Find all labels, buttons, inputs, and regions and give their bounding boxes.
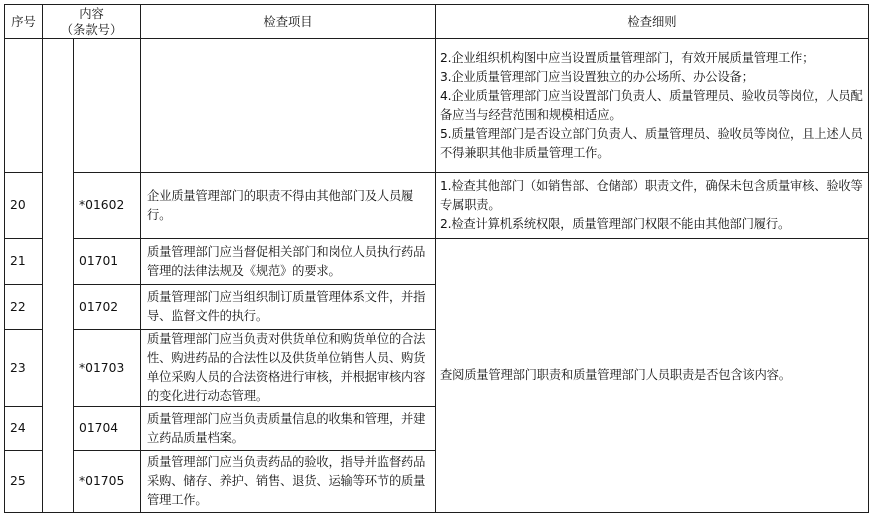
clause-code: *01602 (74, 173, 141, 239)
detail-line: 3.企业质量管理部门应当设置独立的办公场所、办公设备； (440, 69, 754, 84)
header-content (43, 5, 141, 39)
table-row (5, 239, 869, 285)
detail-line: 1.检查其他部门（如销售部、仓储部）职责文件，确保未包含质量审核、验收等专属职责。 (440, 179, 863, 212)
clause-code: *01705 (74, 451, 141, 513)
row-index: 20 (5, 173, 43, 239)
detail-line: 5.质量管理部门是否设立部门负责人、质量管理员、验收员等岗位，且上述人员不得兼职其他非质量管理工作。 (440, 126, 863, 160)
check-item: 质量管理部门应当负责对供货单位和购货单位的合法性、购进药品的合法性以及供货单位销售人员、购货单位采购人员的合法资格进行审核，并根据审核内容的变化进行动态管理。 (141, 330, 436, 407)
header-item: 检查项目 (141, 5, 436, 39)
item-cell-empty (141, 39, 436, 173)
index-cell-empty (5, 39, 43, 173)
check-item: 质量管理部门应当督促相关部门和岗位人员执行药品管理的法律法规及《规范》的要求。 (141, 239, 436, 285)
row-index: 25 (5, 451, 43, 513)
detail-line: 2.企业组织机构图中应当设置质量管理部门，有效开展质量管理工作； (440, 50, 815, 65)
header-content-label: 内容 (79, 6, 104, 21)
detail-cell (436, 39, 869, 173)
header-index: 序号 (5, 5, 43, 39)
check-item: 质量管理部门应当负责质量信息的收集和管理，并建立药品质量档案。 (141, 407, 436, 451)
inspection-table-page (4, 4, 868, 513)
header-clause-label: （条款号） (60, 22, 123, 37)
row-index: 21 (5, 239, 43, 285)
detail-cell (436, 173, 869, 239)
table-row (5, 39, 869, 173)
clause-code: 01701 (74, 239, 141, 285)
table-row (5, 173, 869, 239)
detail-line: 2.检查计算机系统权限，质量管理部门权限不能由其他部门履行。 (440, 217, 791, 231)
table-header-row (5, 5, 869, 39)
row-index: 23 (5, 330, 43, 407)
check-item: 企业质量管理部门的职责不得由其他部门及人员履行。 (141, 173, 436, 239)
detail-line: 4.企业质量管理部门应当设置部门负责人、质量管理员、验收员等岗位，人员配备应当与经营范围和规模相适应。 (440, 88, 863, 122)
code-cell-empty (74, 39, 141, 173)
inspection-table (4, 4, 869, 513)
check-item: 质量管理部门应当负责药品的验收，指导并监督药品采购、储存、养护、销售、退货、运输等环节的质量管理工作。 (141, 451, 436, 513)
content-merged-column (43, 39, 74, 513)
header-detail: 检查细则 (436, 5, 869, 39)
row-index: 22 (5, 285, 43, 330)
clause-code: 01702 (74, 285, 141, 330)
clause-code: *01703 (74, 330, 141, 407)
row-index: 24 (5, 407, 43, 451)
check-item: 质量管理部门应当组织制订质量管理体系文件，并指导、监督文件的执行。 (141, 285, 436, 330)
shared-detail-cell: 查阅质量管理部门职责和质量管理部门人员职责是否包含该内容。 (436, 239, 869, 513)
clause-code: 01704 (74, 407, 141, 451)
